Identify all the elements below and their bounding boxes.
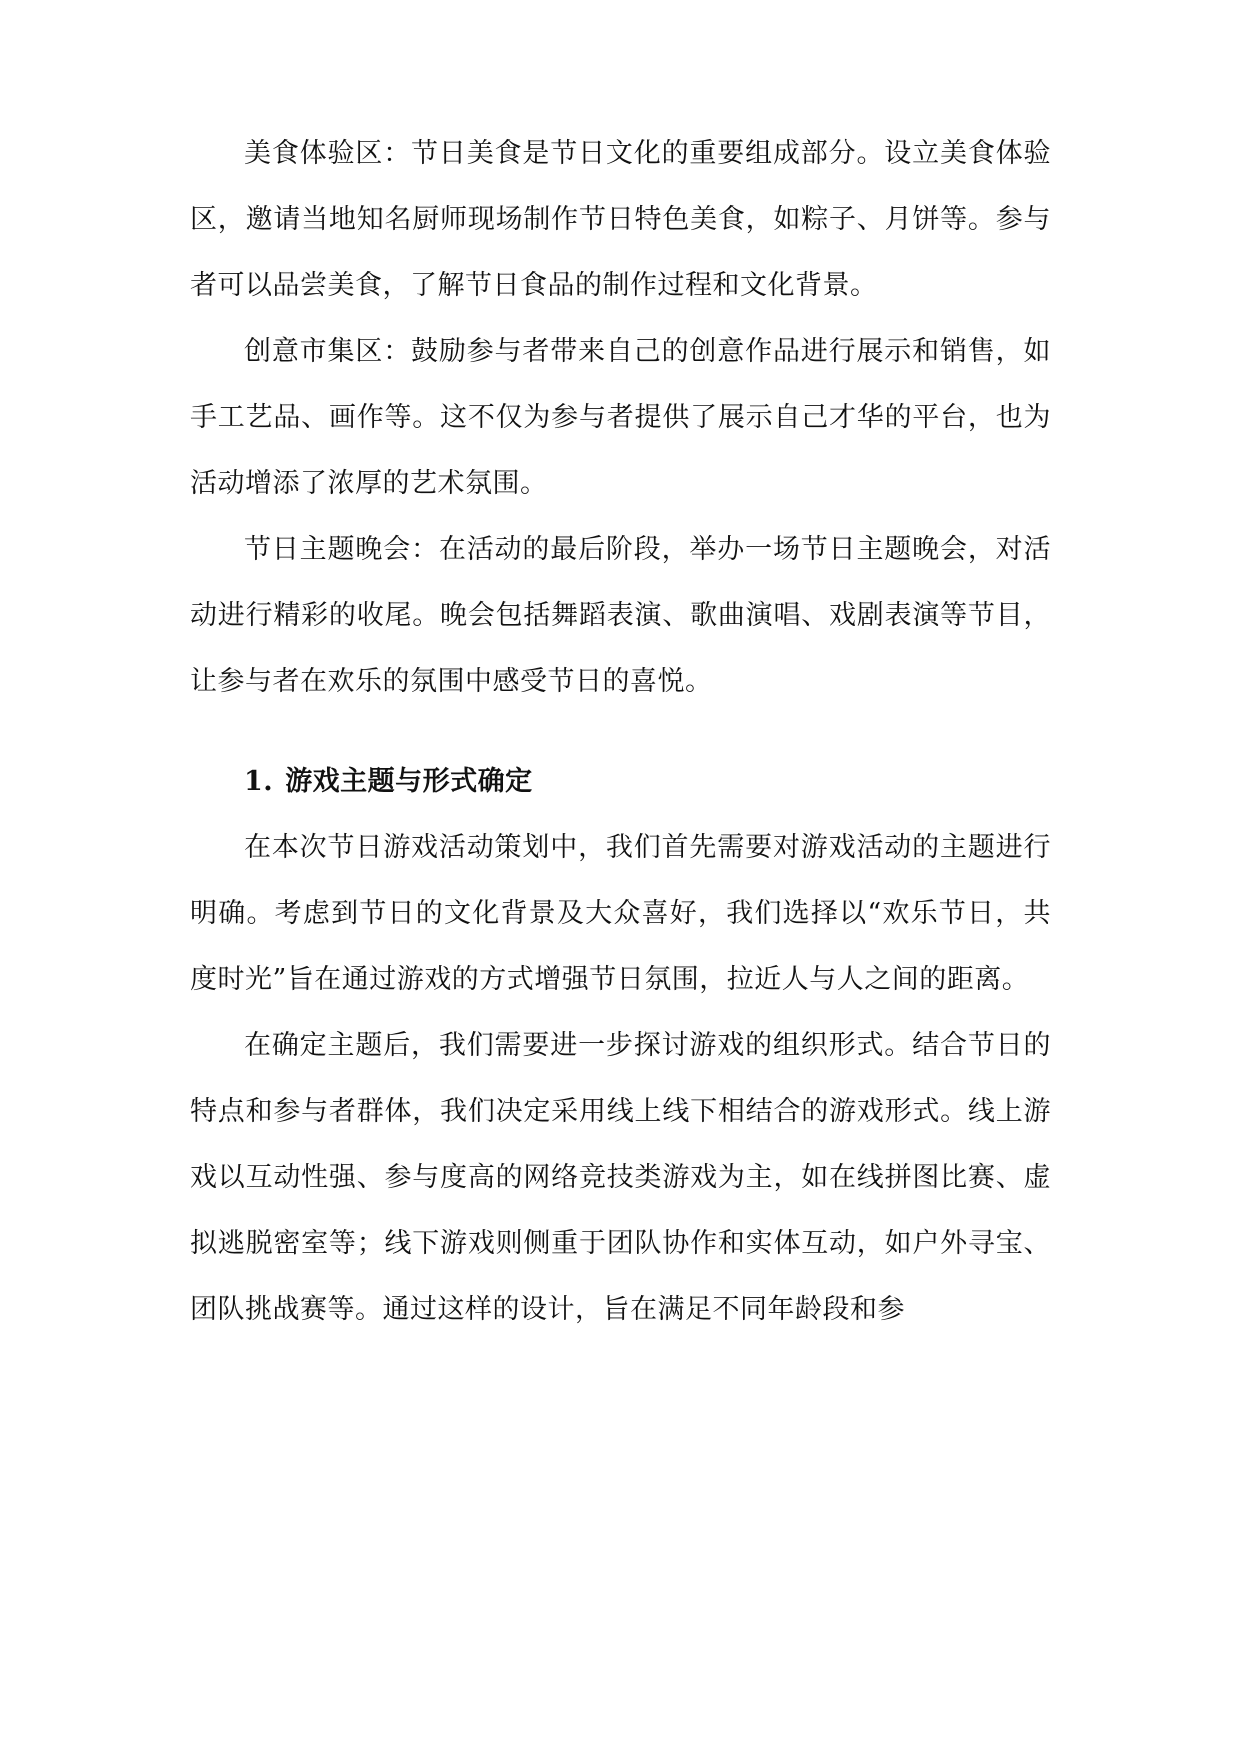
body-paragraph-theme-definition: 在本次节日游戏活动策划中，我们首先需要对游戏活动的主题进行明确。考虑到节日的文化背景及大众喜好，我们选择以“欢乐节日，共度时光”旨在通过游戏的方式增强节日氛围，拉近人与人之间的距离。 xyxy=(190,832,1051,995)
body-paragraph-game-format: 在确定主题后，我们需要进一步探讨游戏的组织形式。结合节日的特点和参与者群体，我们决定采用线上线下相结合的游戏形式。线上游戏以互动性强、参与度高的网络竞技类游戏为主，如在线拼图比赛、虚拟逃脱密室等；线下游戏则侧重于团队协作和实体互动，如户外寻宝、团队挑战赛等。通过这样的设计，旨在满足不同年龄段和参 xyxy=(190,1030,1051,1325)
section-heading xyxy=(190,749,1051,815)
body-paragraph-creative-market: 创意市集区：鼓励参与者带来自己的创意作品进行展示和销售，如手工艺品、画作等。这不仅为参与者提供了展示自己才华的平台，也为活动增添了浓厚的艺术氛围。 xyxy=(190,336,1051,499)
section-title: 游戏主题与形式确定 xyxy=(285,766,533,797)
section-number: 1. xyxy=(244,766,274,797)
body-paragraph-food-zone: 美食体验区：节日美食是节日文化的重要组成部分。设立美食体验区，邀请当地知名厨师现场制作节日特色美食，如粽子、月饼等。参与者可以品尝美食，了解节日食品的制作过程和文化背景。 xyxy=(190,138,1051,301)
body-paragraph-theme-gala: 节日主题晚会：在活动的最后阶段，举办一场节日主题晚会，对活动进行精彩的收尾。晚会包括舞蹈表演、歌曲演唱、戏剧表演等节目，让参与者在欢乐的氛围中感受节日的喜悦。 xyxy=(190,534,1051,697)
